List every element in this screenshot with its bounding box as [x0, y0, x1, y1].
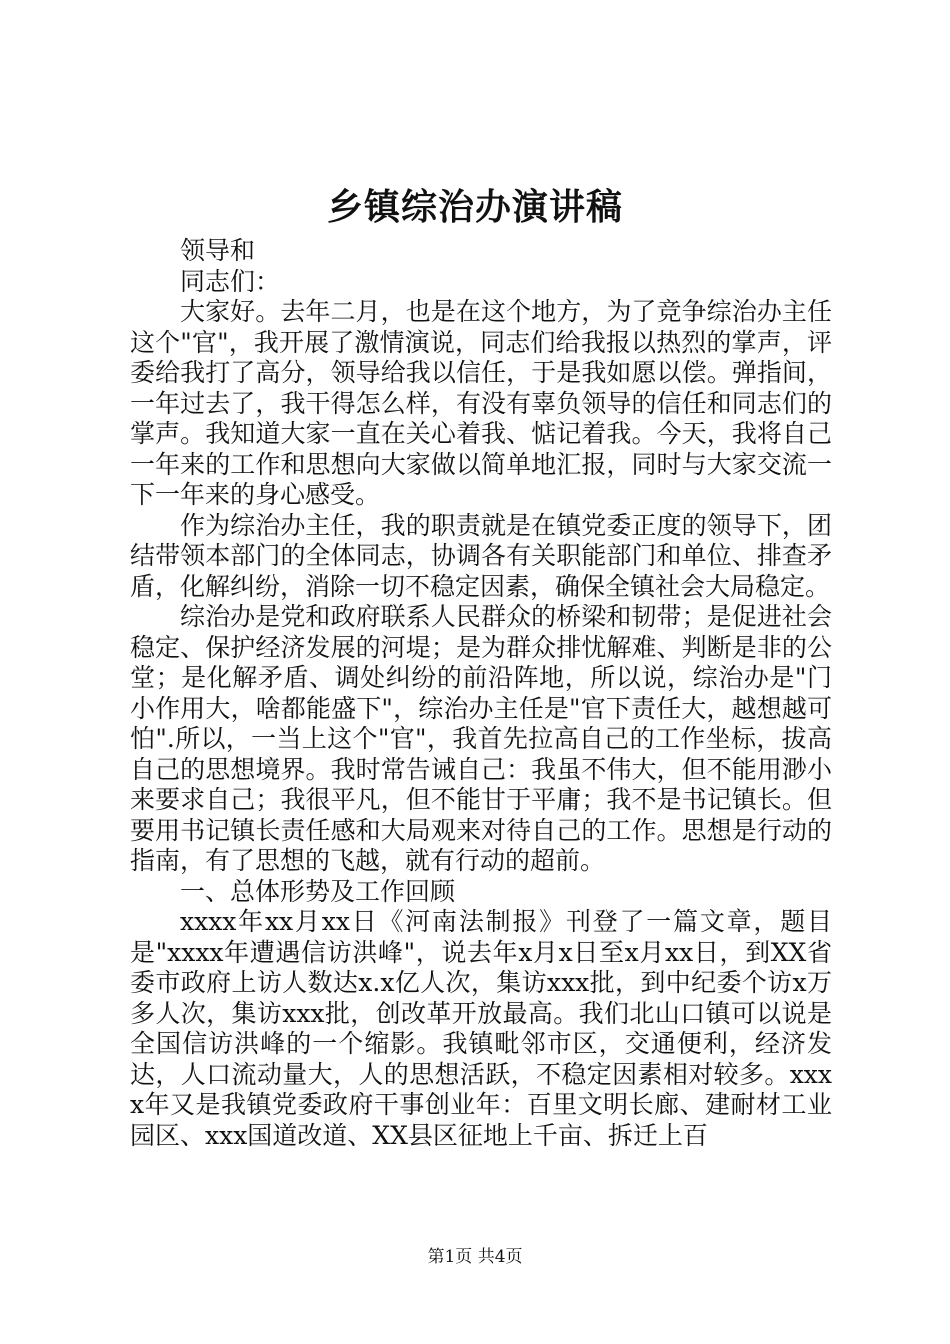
section-heading: 一、总体形势及工作回顾 [180, 876, 456, 906]
body-paragraph: xxxx年xx月xx日《河南法制报》刊登了一篇文章，题目是"xxxx年遭遇信访洪峰"，说去年x月x日至x月xx日，到XX省委市政府上访人数达x.x亿人次，集访xxx批，到中纪委个访x万多人次，集访xxx批，创改革开放最高。我们北山口镇可以说是全国信访洪峰的一个缩影。我镇毗邻市区，交通便利，经济发达，人口流动量大，人的思想活跃，不稳定因素相对较多。xxxx年又是我镇党委政府干事创业年：百里文明长廊、建耐材工业园区、xxx国道改道、XX县区征地上千亩、拆迁上百 [130, 907, 832, 1150]
body-paragraph: 作为综治办主任，我的职责就是在镇党委正度的领导下，团结带领本部门的全体同志，协调各有关职能部门和单位、排查矛盾，化解纠纷，消除一切不稳定因素，确保全镇社会大局稳定。 [130, 510, 832, 601]
document-body [130, 236, 832, 1151]
page-number: 第1页 共4页 [427, 1247, 523, 1267]
body-paragraph: 大家好。去年二月，也是在这个地方，为了竞争综治办主任这个"官"，我开展了激情演说，同志们给我报以热烈的掌声，评委给我打了高分，领导给我以信任，于是我如愿以偿。弹指间，一年过去了，我干得怎么样，有没有辜负领导的信任和同志们的掌声。我知道大家一直在关心着我、惦记着我。今天，我将自己一年来的工作和思想向大家做以简单地汇报，同时与大家交流一下一年来的身心感受。 [130, 297, 832, 509]
body-paragraph: 综治办是党和政府联系人民群众的桥梁和韧带；是促进社会稳定、保护经济发展的河堤；是为群众排忧解难、判断是非的公堂；是化解矛盾、调处纠纷的前沿阵地，所以说，综治办是"门小作用大，啥都能盛下"，综治办主任是"官下责任大，越想越可怕".所以，一当上这个"官"，我首先拉高自己的工作坐标，拔高自己的思想境界。我时常告诫自己：我虽不伟大，但不能用渺小来要求自己；我很平凡，但不能甘于平庸；我不是书记镇长。但要用书记镇长责任感和大局观来对待自己的工作。思想是行动的指南，有了思想的飞越，就有行动的超前。 [130, 602, 832, 875]
salutation-line-2: 同志们： [180, 266, 281, 296]
document-title: 乡镇综治办演讲稿 [326, 186, 623, 228]
salutation-line-1: 领导和 [180, 236, 256, 265]
